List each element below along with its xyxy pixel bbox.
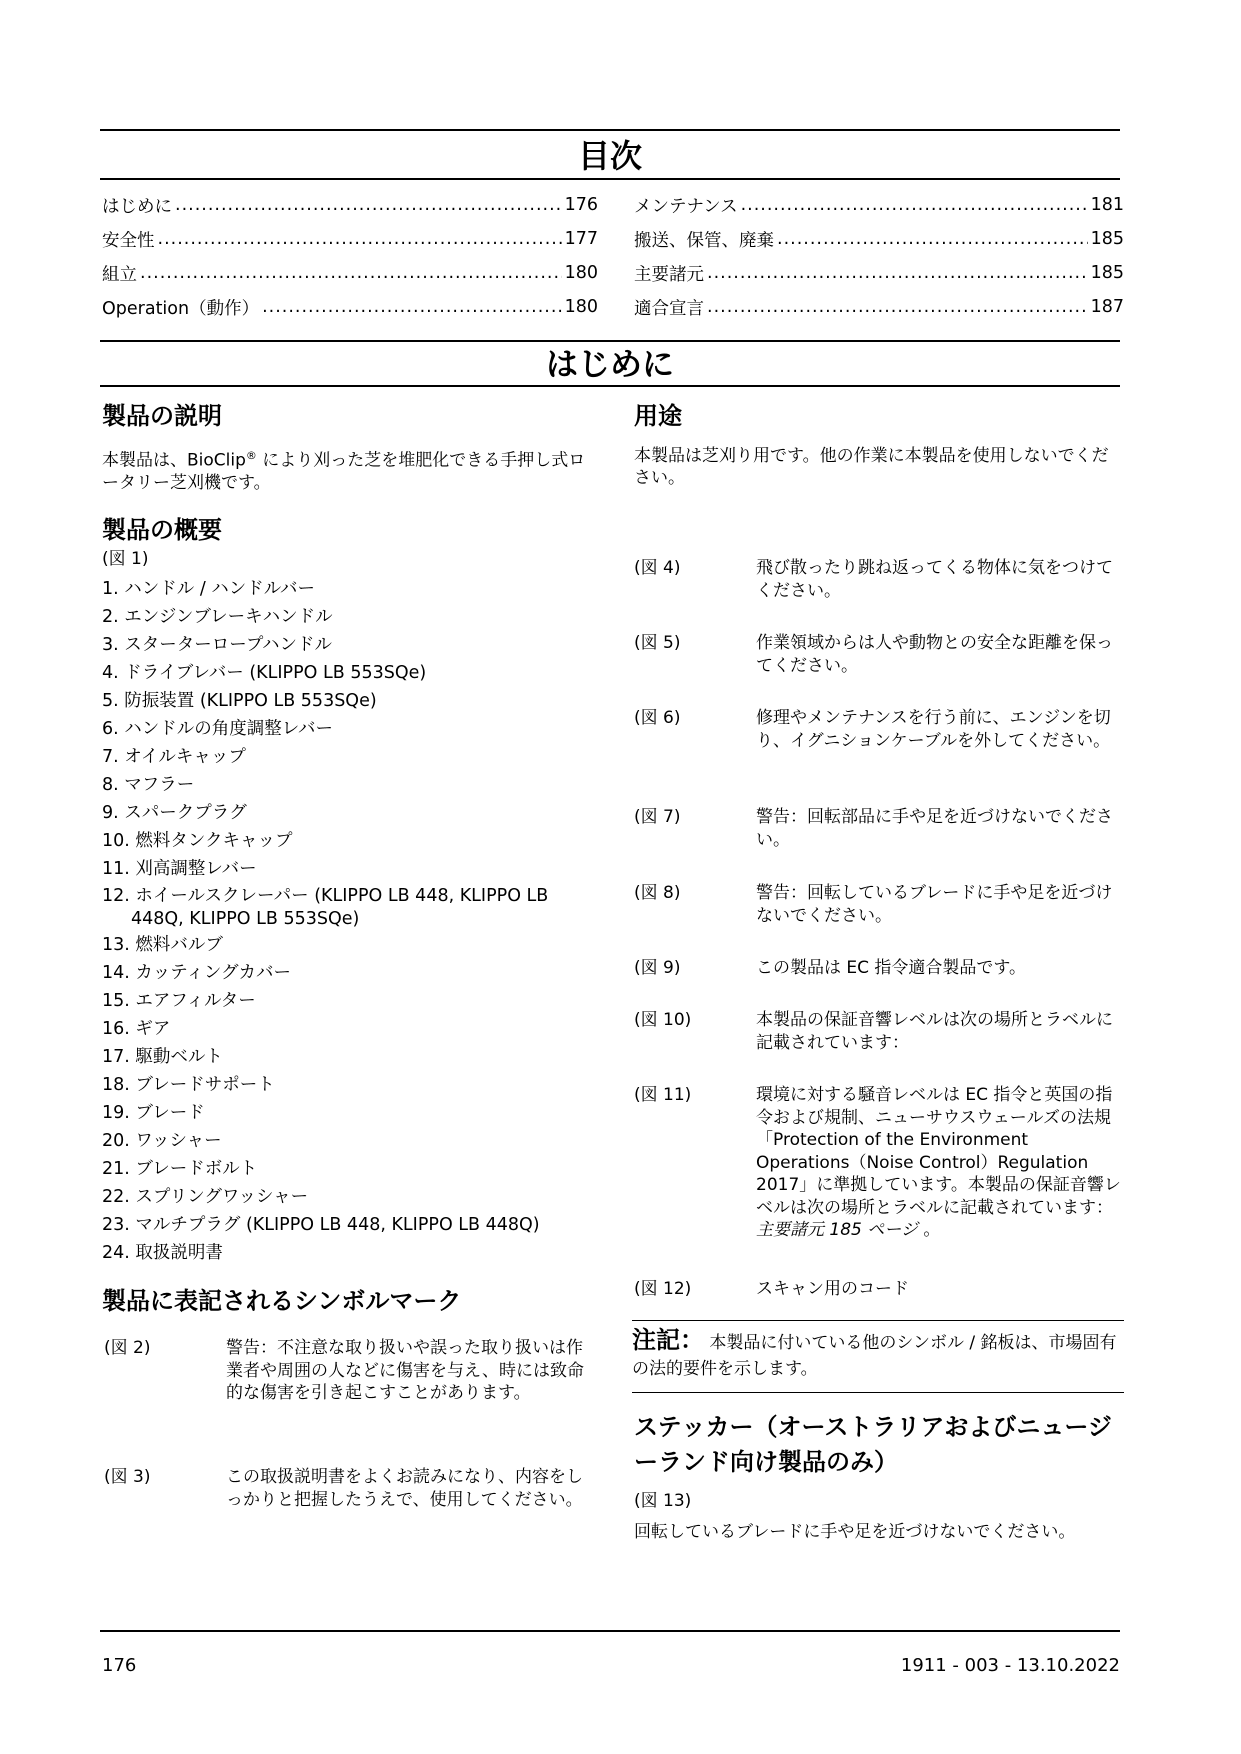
intended-use-heading: 用途 bbox=[634, 402, 682, 430]
figure-reference: (図 13) bbox=[634, 1491, 692, 1511]
symbol-figure-ref: (図 3) bbox=[104, 1467, 151, 1487]
toc-entry[interactable]: 搬送、保管、廃棄 ..... 185 bbox=[634, 222, 1124, 256]
document-code: 1911 - 003 - 13.10.2022 bbox=[900, 1655, 1120, 1676]
symbol-row bbox=[634, 882, 1124, 927]
symbol-description: この製品は EC 指令適合製品です。 bbox=[756, 958, 1027, 978]
symbol-figure-ref: (図 4) bbox=[634, 558, 681, 578]
symbol-figure-ref: (図 8) bbox=[634, 883, 681, 903]
list-item: 3. スターターロープハンドル bbox=[102, 635, 332, 655]
toc-entry[interactable]: はじめに ..... 176 bbox=[102, 188, 598, 222]
symbol-description: 飛び散ったり跳ね返ってくる物体に気をつけてください。 bbox=[756, 558, 1113, 601]
toc-left-column bbox=[102, 188, 598, 324]
symbol-description: この取扱説明書をよくお読みになり、内容をしっかりと把握したうえで、使用してください。 bbox=[226, 1467, 583, 1510]
list-item: 14. カッティングカバー bbox=[102, 963, 291, 983]
symbol-figure-ref: (図 12) bbox=[634, 1279, 692, 1299]
parts-list bbox=[102, 575, 597, 1267]
cross-reference-link[interactable]: 主要諸元 185 ページ bbox=[756, 1220, 918, 1240]
list-item: 21. ブレードボルト bbox=[102, 1159, 258, 1179]
list-item: 11. 刈高調整レバー bbox=[102, 859, 257, 879]
toc-title: 目次 bbox=[577, 137, 642, 175]
list-item: 10. 燃料タンクキャップ bbox=[102, 831, 293, 851]
symbol-description: 警告：不注意な取り扱いや誤った取り扱いは作業者や周囲の人などに傷害を与え、時には致命的な傷害を引き起こすことがあります。 bbox=[226, 1338, 585, 1403]
symbol-row bbox=[634, 1278, 1124, 1301]
symbol-description: スキャン用のコード bbox=[756, 1279, 909, 1299]
list-item: 12. ホイールスクレーパー (KLIPPO LB 448, KLIPPO LB 448Q, KLIPPO LB 553SQe) bbox=[102, 886, 549, 929]
symbol-row bbox=[634, 957, 1124, 980]
symbol-row bbox=[634, 557, 1124, 602]
footer-rule bbox=[100, 1630, 1120, 1632]
product-description-heading: 製品の説明 bbox=[102, 402, 222, 430]
toc-entry[interactable]: 組立 ..... 180 bbox=[102, 256, 598, 290]
note-bottom-rule bbox=[632, 1392, 1124, 1393]
note-label: 注記： bbox=[632, 1326, 704, 1354]
product-description-text: 本製品は、BioClip® により刈った芝を堆肥化できる手押し式ロータリー芝刈機です。 bbox=[102, 449, 586, 493]
list-item: 8. マフラー bbox=[102, 775, 195, 795]
symbol-figure-ref: (図 6) bbox=[634, 708, 681, 728]
intended-use-section bbox=[634, 401, 1124, 489]
toc-right-column bbox=[634, 188, 1124, 324]
toc-entry[interactable]: 主要諸元 ..... 185 bbox=[634, 256, 1124, 290]
symbol-figure-ref: (図 10) bbox=[634, 1010, 692, 1030]
list-item: 5. 防振装置 (KLIPPO LB 553SQe) bbox=[102, 691, 377, 711]
symbol-row bbox=[634, 707, 1124, 752]
toc-top-rule bbox=[100, 129, 1120, 131]
intro-title: はじめに bbox=[545, 345, 674, 383]
symbol-row bbox=[634, 806, 1124, 851]
symbols-heading: 製品に表記されるシンボルマーク bbox=[102, 1287, 462, 1315]
figure-reference: (図 1) bbox=[102, 549, 149, 569]
list-item: 15. エアフィルター bbox=[102, 991, 256, 1011]
toc-entry[interactable]: Operation（動作） ..... 180 bbox=[102, 290, 598, 324]
symbol-description: 本製品の保証音響レベルは次の場所とラベルに記載されています： bbox=[756, 1010, 1113, 1053]
toc-bottom-rule bbox=[100, 178, 1120, 180]
symbol-figure-ref: (図 7) bbox=[634, 807, 681, 827]
list-item: 2. エンジンブレーキハンドル bbox=[102, 607, 333, 627]
sticker-text: 回転しているブレードに手や足を近づけないでください。 bbox=[634, 1522, 1076, 1542]
note-box bbox=[632, 1327, 1124, 1382]
sticker-section bbox=[634, 1410, 1124, 1543]
list-item: 22. スプリングワッシャー bbox=[102, 1187, 309, 1207]
symbol-description: 警告：回転しているブレードに手や足を近づけないでください。 bbox=[756, 883, 1113, 926]
product-overview-section bbox=[102, 515, 597, 1267]
list-item: 7. オイルキャップ bbox=[102, 747, 246, 767]
product-overview-heading: 製品の概要 bbox=[102, 516, 222, 544]
symbol-description: 修理やメンテナンスを行う前に、エンジンを切り、イグニションケーブルを外してください。 bbox=[756, 708, 1111, 751]
list-item: 6. ハンドルの角度調整レバー bbox=[102, 719, 334, 739]
symbol-figure-ref: (図 2) bbox=[104, 1338, 151, 1358]
symbol-figure-ref: (図 11) bbox=[634, 1085, 692, 1105]
toc-entry[interactable]: メンテナンス ..... 181 bbox=[634, 188, 1124, 222]
list-item: 19. ブレード bbox=[102, 1103, 205, 1123]
list-item: 23. マルチプラグ (KLIPPO LB 448, KLIPPO LB 448Q) bbox=[102, 1215, 540, 1235]
toc-entry[interactable]: 安全性 ..... 177 bbox=[102, 222, 598, 256]
list-item: 24. 取扱説明書 bbox=[102, 1243, 223, 1263]
note-top-rule bbox=[632, 1320, 1124, 1321]
list-item: 18. ブレードサポート bbox=[102, 1075, 275, 1095]
symbol-row bbox=[634, 1009, 1124, 1054]
symbol-row bbox=[634, 632, 1124, 677]
list-item: 9. スパークプラグ bbox=[102, 803, 247, 823]
toc-entry[interactable]: 適合宣言 ..... 187 bbox=[634, 290, 1124, 324]
intro-bottom-rule bbox=[100, 385, 1120, 387]
page-number: 176 bbox=[102, 1655, 137, 1676]
symbol-row bbox=[634, 1084, 1126, 1242]
intro-top-rule bbox=[100, 340, 1120, 342]
intended-use-text: 本製品は芝刈り用です。他の作業に本製品を使用しないでください。 bbox=[634, 446, 1109, 488]
symbol-description: 環境に対する騒音レベルは EC 指令と英国の指令および規制、ニューサウスウェールズの法規「Protection of the Environment Operations（Noise Control）Regulation 2017」に準拠しています。本製品の保証音響レベルは次の場所とラベルに記載されています：主要諸元 185 ページ 。 bbox=[756, 1085, 1121, 1240]
list-item: 1. ハンドル / ハンドルバー bbox=[102, 579, 316, 599]
list-item: 20. ワッシャー bbox=[102, 1131, 222, 1151]
symbol-row bbox=[104, 1337, 596, 1405]
symbol-description: 作業領域からは人や動物との安全な距離を保ってください。 bbox=[756, 633, 1113, 676]
symbol-figure-ref: (図 5) bbox=[634, 633, 681, 653]
list-item: 4. ドライブレバー (KLIPPO LB 553SQe) bbox=[102, 663, 427, 683]
symbol-row bbox=[104, 1466, 596, 1511]
note-text: 本製品に付いている他のシンボル / 銘板は、市場固有の法的要件を示します。 bbox=[632, 1333, 1117, 1379]
sticker-heading: ステッカー（オーストラリアおよびニュージーランド向け製品のみ） bbox=[634, 1413, 1112, 1476]
list-item: 17. 駆動ベルト bbox=[102, 1047, 223, 1067]
list-item: 16. ギア bbox=[102, 1019, 171, 1039]
list-item: 13. 燃料バルブ bbox=[102, 935, 223, 955]
symbol-figure-ref: (図 9) bbox=[634, 958, 681, 978]
product-description-section bbox=[102, 401, 597, 494]
symbol-description: 警告：回転部品に手や足を近づけないでください。 bbox=[756, 807, 1113, 850]
